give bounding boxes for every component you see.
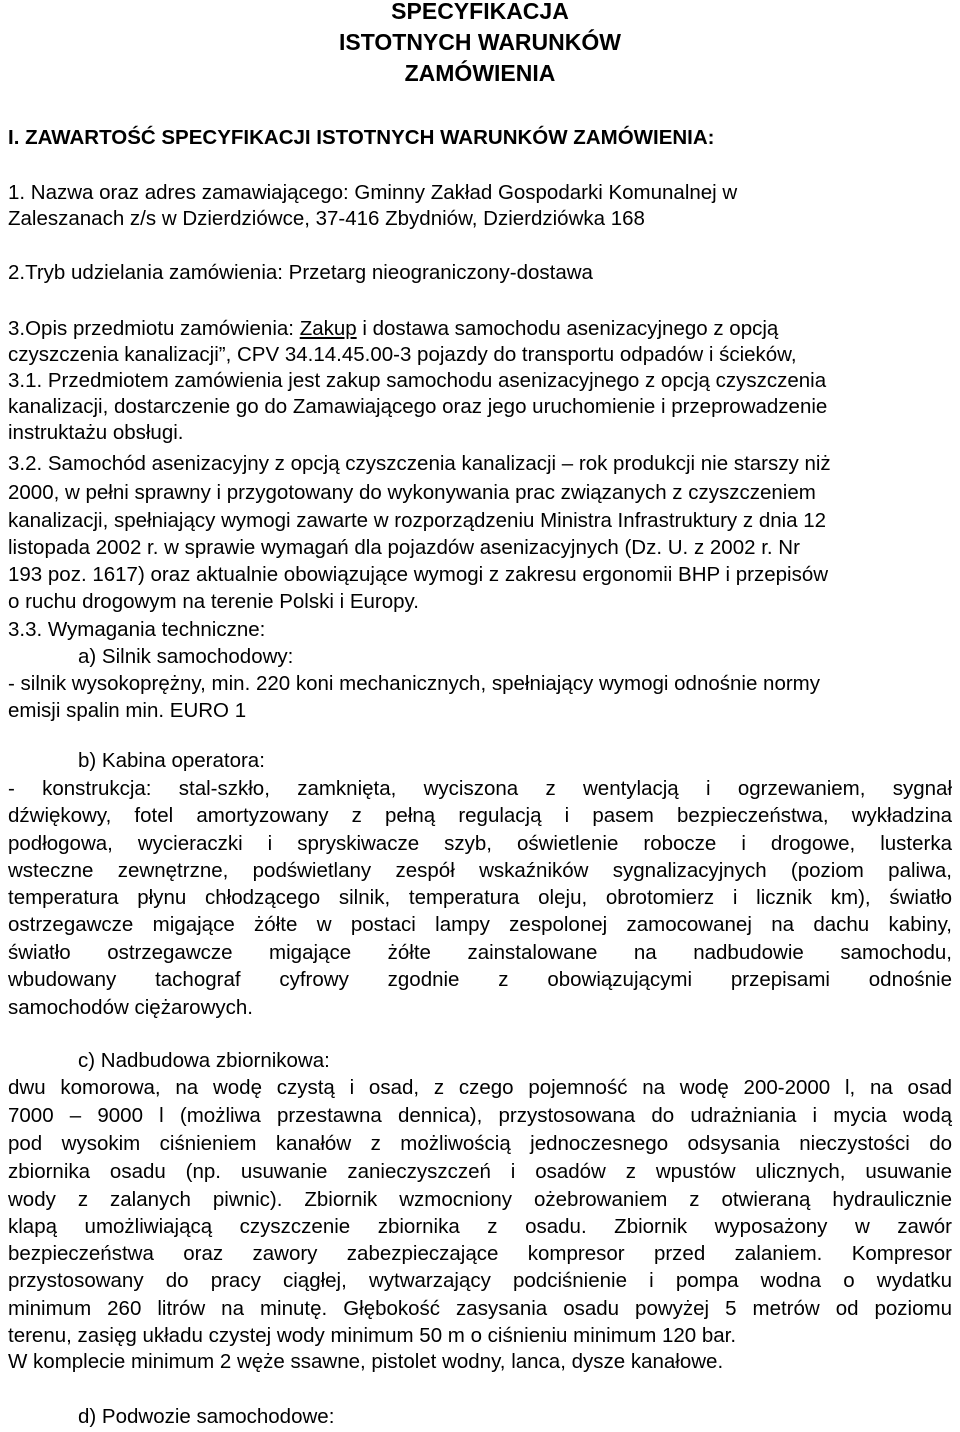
b-text-line-5: [8, 885, 952, 911]
item3-lead: 3.Opis przedmiotu zamówienia:: [8, 317, 300, 340]
a-text-line-2: emisji spalin min. EURO 1: [8, 699, 247, 722]
b-heading: b) Kabina operatora:: [78, 749, 265, 772]
item3-line-2: czyszczenia kanalizacji”, CPV 34.14.45.00-3 pojazdy do transportu odpadów i ścieków,: [8, 343, 797, 366]
p31-line-1: 3.1. Przedmiotem zamówienia jest zakup samochodu asenizacyjnego z opcją czyszczenia: [8, 369, 827, 392]
p32-line-6: o ruchu drogowym na terenie Polski i Europy.: [8, 590, 419, 613]
c-text-line-10: terenu, zasięg układu czystej wody minimum 50 m o ciśnieniu minimum 120 bar.: [8, 1324, 737, 1347]
p32-line-3: kanalizacji, spełniający wymogi zawarte w rozporządzeniu Ministra Infrastruktury z dnia 12: [8, 509, 827, 532]
c-text-1: dwu komorowa, na wodę czystą i osad, z czego pojemność na wodę 200-2000 l, na osad: [8, 1076, 952, 1099]
c-heading: c) Nadbudowa zbiornikowa:: [78, 1049, 330, 1072]
doc-title-line-2: ISTOTNYCH WARUNKÓW: [339, 29, 621, 55]
doc-title-line-1: SPECYFIKACJA: [391, 0, 569, 24]
b-text-line-9: samochodów ciężarowych.: [8, 996, 253, 1019]
doc-title-line-3: ZAMÓWIENIA: [404, 60, 556, 86]
item1-line-1: 1. Nazwa oraz adres zamawiającego: Gminny Zakład Gospodarki Komunalnej w: [8, 181, 738, 204]
c-text-2: 7000 – 9000 l (możliwa przestawna dennica), przystosowana do udrażniania i mycia wodą: [8, 1104, 952, 1127]
c-text-9: minimum 260 litrów na minutę. Głębokość zasysania osadu powyżej 5 metrów od poziomu: [8, 1297, 952, 1320]
item2: 2.Tryb udzielania zamówienia: Przetarg nieograniczony-dostawa: [8, 261, 593, 284]
c-text-line-5: [8, 1187, 952, 1213]
b-text-line-2: [8, 803, 952, 829]
p32-line-4: listopada 2002 r. w sprawie wymagań dla pojazdów asenizacyjnych (Dz. U. z 2002 r. Nr: [8, 536, 800, 559]
item1-line-2: Zaleszanach z/s w Dzierdziówce, 37-416 Zbydniów, Dzierdziówka 168: [8, 207, 645, 230]
p32-line-2: 2000, w pełni sprawny i przygotowany do wykonywania prac związanych z czyszczeniem: [8, 481, 816, 504]
d-heading: d) Podwozie samochodowe:: [78, 1405, 335, 1428]
c-text-line-9: [8, 1296, 952, 1322]
c-text-line-3: [8, 1131, 952, 1157]
p32-line-5: 193 poz. 1617) oraz aktualnie obowiązujące wymogi z zakresu ergonomii BHP i przepisów: [8, 563, 829, 586]
c-text-line-8: [8, 1268, 952, 1294]
c-text-6: klapą umożliwiającą czyszczenie zbiornika z osadu. Zbiornik wyposażony w zawór: [8, 1215, 952, 1238]
c-text-4: zbiornika osadu (np. usuwanie zanieczyszczeń i osadów z wpustów ulicznych, usuwanie: [8, 1160, 952, 1183]
item3-line-1: [8, 316, 778, 342]
b-text-1: - konstrukcja: stal-szkło, zamknięta, wyciszona z wentylacją i ogrzewaniem, sygnał: [8, 777, 952, 800]
c-text-8: przystosowany do pracy ciągłej, wytwarzający podciśnienie i pompa wodna o wydatku: [8, 1269, 952, 1292]
b-text-line-3: [8, 831, 952, 857]
b-text-3: podłogowa, wycieraczki i spryskiwacze szyb, oświetlenie robocze i drogowe, lusterka: [8, 832, 952, 855]
b-text-4: wsteczne zewnętrzne, podświetlany zespół wskaźników sygnalizacyjnych (poziom paliwa,: [8, 859, 952, 882]
c-text-5: wody z zalanych piwnic). Zbiornik wzmocniony ożebrowaniem z otwieraną hydraulicznie: [8, 1188, 952, 1211]
b-text-7: światło ostrzegawcze migające żółte zainstalowane na nadbudowie samochodu,: [8, 941, 952, 964]
b-text-line-6: [8, 912, 952, 938]
p33-heading: 3.3. Wymagania techniczne:: [8, 618, 266, 641]
p32-line-1: 3.2. Samochód asenizacyjny z opcją czyszczenia kanalizacji – rok produkcji nie starszy niż: [8, 452, 831, 475]
b-text-line-7: [8, 940, 952, 966]
c-text-line-1: [8, 1075, 952, 1101]
b-text-line-8: [8, 967, 952, 993]
c-text-line-7: [8, 1241, 952, 1267]
b-text-line-4: [8, 858, 952, 884]
c-text-3: pod wysokim ciśnieniem kanałów z możliwością jednoczesnego odsysania nieczystości do: [8, 1132, 952, 1155]
c-text-line-4: [8, 1159, 952, 1185]
a-text-line-1: - silnik wysokoprężny, min. 220 koni mechanicznych, spełniający wymogi odnośnie normy: [8, 672, 821, 695]
b-text-line-1: [8, 776, 952, 802]
item3-underlined: Zakup: [299, 317, 357, 340]
c-last-line: W komplecie minimum 2 węże ssawne, pistolet wodny, lanca, dysze kanałowe.: [8, 1350, 724, 1373]
p31-line-2: kanalizacji, dostarczenie go do Zamawiającego oraz jego uruchomienie i przeprowadzenie: [8, 395, 828, 418]
c-text-7: bezpieczeństwa oraz zawory zabezpieczające kompresor przed zalaniem. Kompresor: [8, 1242, 952, 1265]
c-text-line-6: [8, 1214, 952, 1240]
section-heading: I. ZAWARTOŚĆ SPECYFIKACJI ISTOTNYCH WARUNKÓW ZAMÓWIENIA:: [8, 126, 715, 149]
a-heading: a) Silnik samochodowy:: [78, 645, 294, 668]
p31-line-3: instruktażu obsługi.: [8, 421, 184, 444]
b-text-2: dźwiękowy, fotel amortyzowany z pełną regulacją i pasem bezpieczeństwa, wykładzina: [8, 804, 952, 827]
c-text-line-2: [8, 1103, 952, 1129]
b-text-8: wbudowany tachograf cyfrowy zgodnie z obowiązującymi przepisami odnośnie: [8, 968, 952, 991]
b-text-6: ostrzegawcze migające żółte w postaci lampy zespolonej zamocowanej na dachu kabiny,: [8, 913, 952, 936]
item3-rest: i dostawa samochodu asenizacyjnego z opcją: [356, 317, 779, 340]
b-text-5: temperatura płynu chłodzącego silnik, temperatura oleju, obrotomierz i licznik km), światło: [8, 886, 952, 909]
